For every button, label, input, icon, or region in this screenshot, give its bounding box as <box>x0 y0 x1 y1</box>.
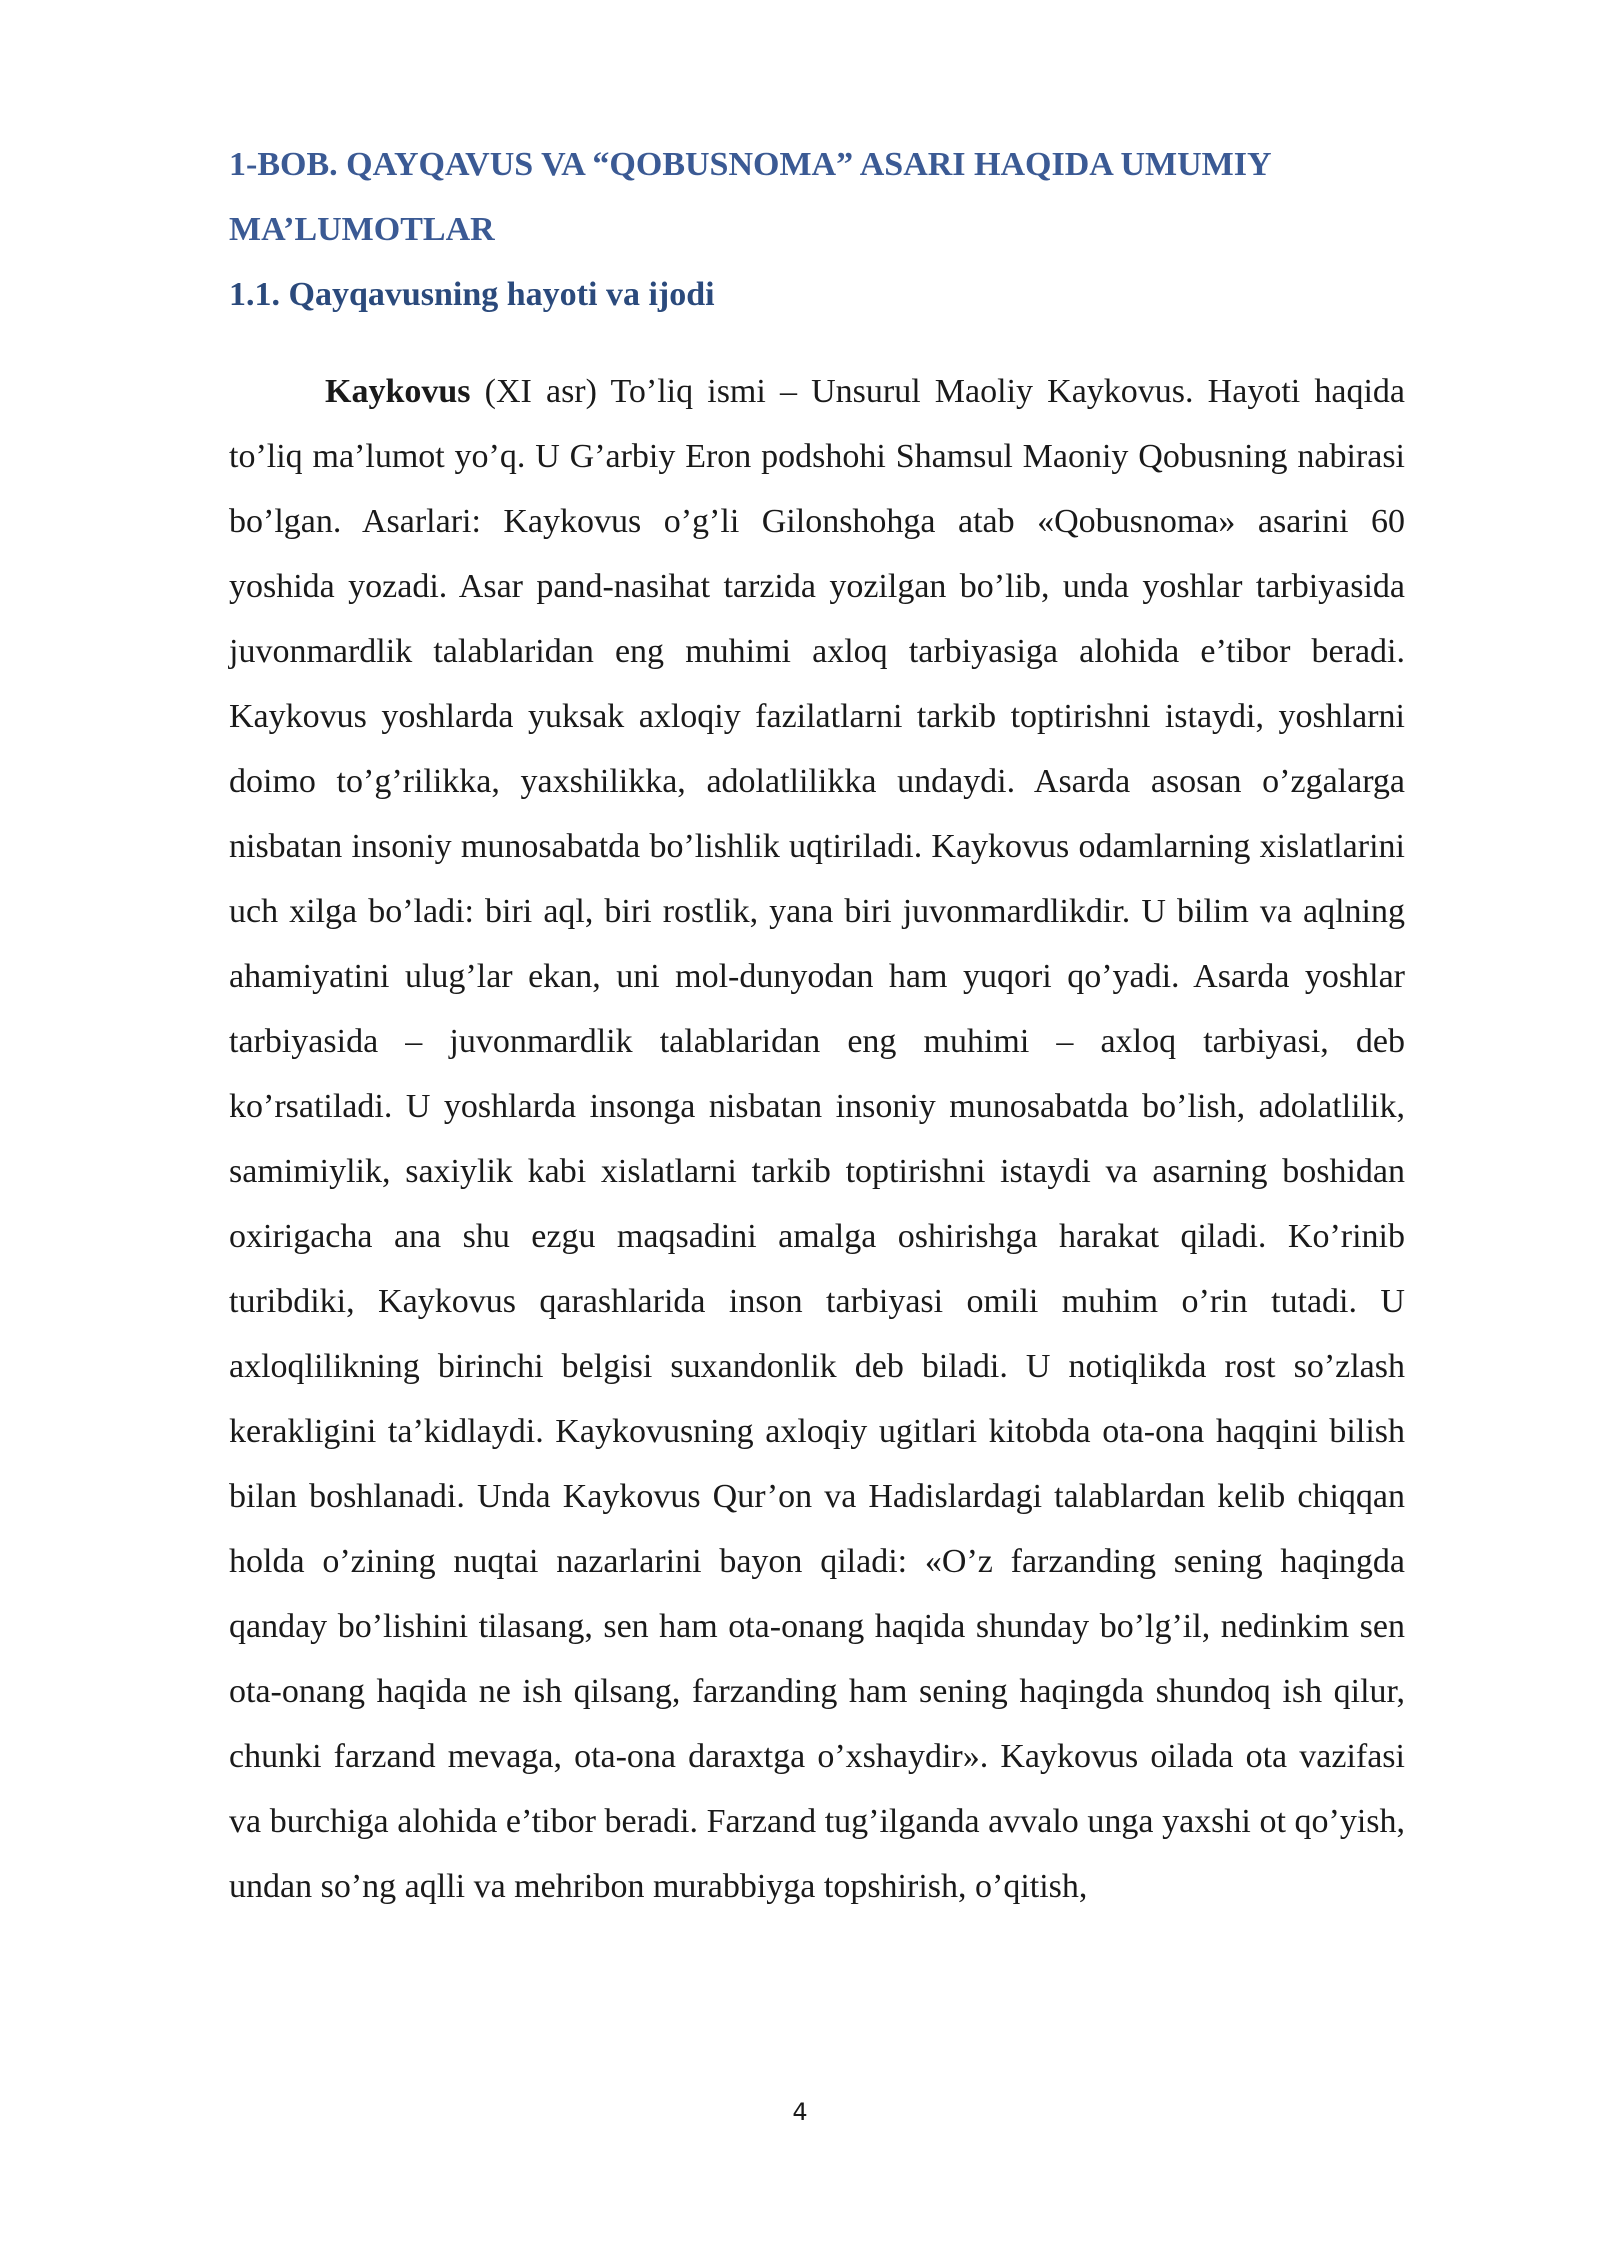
page-number: 4 <box>792 2098 808 2126</box>
chapter-heading: 1-BOB. QAYQAVUS VA “QOBUSNOMA” ASARI HAQIDA UMUMIY MA’LUMOTLAR <box>229 146 1271 248</box>
body-paragraph <box>229 359 1405 1919</box>
paragraph-text: (XI asr) To’liq ismi – Unsurul Maoliy Kaykovus. Hayoti haqida to’liq ma’lumot yo’q. U G’arbiy Eron podshohi Shamsul Maoniy Qobusning nabirasi bo’lgan. Asarlari: Kaykovus o’g’li Gilonshohga atab «Qobusnoma» asarini 60 yoshida yozadi. Asar pand-nasihat tarzida yozilgan bo’lib, unda yoshlar tarbiyasida juvonmardlik talablaridan eng muhimi axloq tarbiyasiga alohida e’tibor beradi. Kaykovus yoshlarda yuksak axloqiy fazilatlarni tarkib toptirishni istaydi, yoshlarni doimo to’g’rilikka, yaxshilikka, adolatlilikka undaydi. Asarda asosan o’zgalarga nisbatan insoniy munosabatda bo’lishlik uqtiriladi. Kaykovus odamlarning xislatlarini uch xilga bo’ladi: biri aql, biri rostlik, yana biri juvonmardlikdir. U bilim va aqlning ahamiyatini ulug’lar ekan, uni mol-dunyodan ham yuqori qo’yadi. Asarda yoshlar tarbiyasida – juvonmardlik talablaridan eng muhimi – axloq tarbiyasi, deb ko’rsatiladi. U yoshlarda insonga nisbatan insoniy munosabatda bo’lish, adolatlilik, samimiylik, saxiylik kabi xislatlarni tarkib toptirishni istaydi va asarning boshidan oxirigacha ana shu ezgu maqsadini amalga oshirishga harakat qiladi. Ko’rinib turibdiki, Kaykovus qarashlarida inson tarbiyasi omili muhim o’rin tutadi. U axloqlilikning birinchi belgisi suxandonlik deb biladi. U notiqlikda rost so’zlash kerakligini ta’kidlaydi. Kaykovusning axloqiy ugitlari kitobda ota-ona haqqini bilish bilan boshlanadi. Unda Kaykovus Qur’on va Hadislardagi talablardan kelib chiqqan holda o’zining nuqtai nazarlarini bayon qiladi: «O’z farzanding sening haqingda qanday bo’lishini tilasang, sen ham ota-onang haqida shunday bo’lg’il, nedinkim sen ota-onang haqida ne ish qilsang, farzanding ham sening haqingda shundoq ish qilur, chunki farzand mevaga, ota-ona daraxtga o’xshaydir». Kaykovus oilada ota vazifasi va burchiga alohida e’tibor beradi. Farzand tug’ilganda avvalo unga yaxshi ot qo’yish, undan so’ng aqlli va mehribon murabbiyga topshirish, o’qitish, <box>229 373 1405 1905</box>
section-heading: 1.1. Qayqavusning hayoti va ijodi <box>229 276 715 313</box>
lead-name: Kaykovus <box>325 373 471 410</box>
page-content <box>229 132 1405 1919</box>
